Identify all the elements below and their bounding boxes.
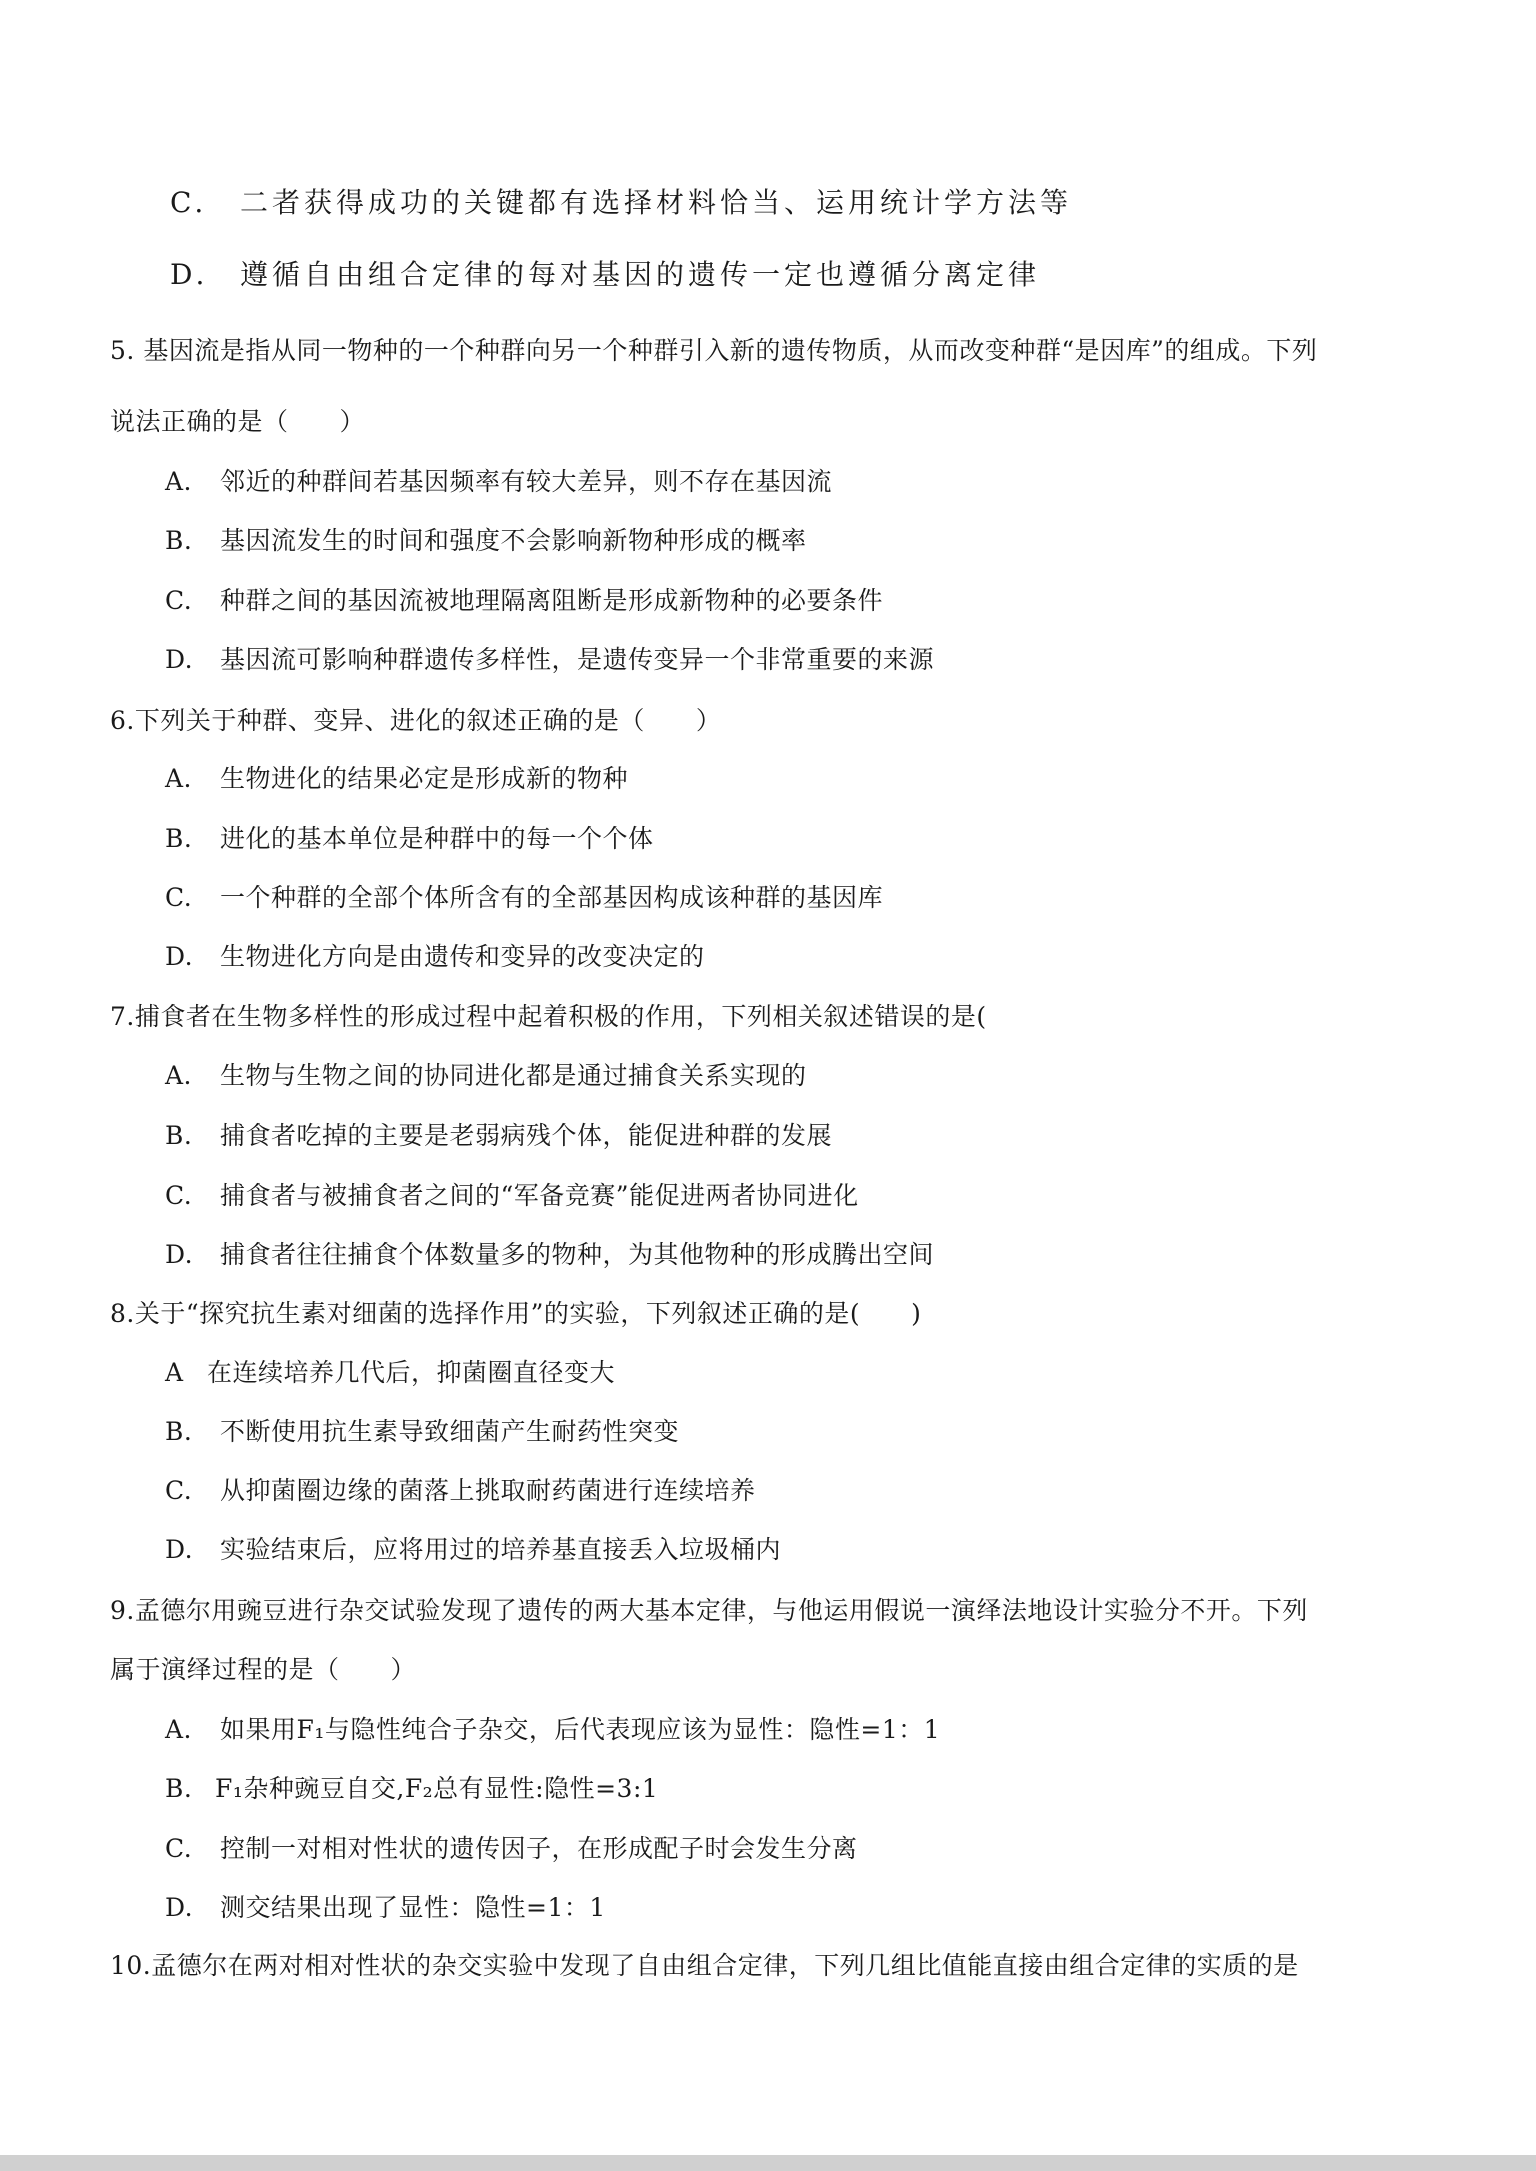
- option-text: 从抑菌圈边缘的菌落上挑取耐药菌进行连续培养: [220, 1476, 756, 1505]
- option-row: [165, 1832, 858, 1866]
- option-label: D.: [165, 1893, 194, 1922]
- question-stem: [110, 1000, 987, 1034]
- question-stem-text: 孟德尔用豌豆进行杂交试验发现了遗传的两大基本定律，与他运用假说一演绎法地设计实验分不开。下列: [134, 1596, 1308, 1625]
- question-stem: [110, 334, 1317, 368]
- question-stem-text: 说法正确的是（ ）: [110, 407, 366, 436]
- option-label: C.: [165, 1834, 193, 1863]
- option-text: 一个种群的全部个体所含有的全部基因构成该种群的基因库: [220, 883, 884, 912]
- question-number: 7.: [110, 1002, 135, 1031]
- option-text: 不断使用抗生素导致细菌产生耐药性突变: [220, 1417, 680, 1446]
- option-row: [165, 1356, 615, 1390]
- option-text: 如果用F₁与隐性纯合子杂交，后代表现应该为显性：隐性=1：1: [220, 1715, 941, 1744]
- option-row: [170, 186, 1072, 220]
- option-row: [165, 1713, 940, 1747]
- option-row: [165, 881, 883, 915]
- option-row: [165, 940, 705, 974]
- question-stem: [110, 1297, 921, 1331]
- option-row: [165, 643, 934, 677]
- option-row: [165, 524, 807, 558]
- option-text: 捕食者与被捕食者之间的“军备竞赛”能促进两者协同进化: [220, 1181, 859, 1210]
- option-text: F₁杂种豌豆自交,F₂总有显性:隐性=3:1: [215, 1774, 659, 1803]
- option-text: 捕食者往往捕食个体数量多的物种，为其他物种的形成腾出空间: [220, 1240, 935, 1269]
- option-row: [165, 1772, 658, 1806]
- option-label: D.: [165, 1535, 194, 1564]
- option-label: D.: [165, 645, 194, 674]
- question-number: 9.: [110, 1596, 135, 1625]
- question-stem-text: 孟德尔在两对相对性状的杂交实验中发现了自由组合定律，下列几组比值能直接由组合定律的实质的是: [151, 1951, 1299, 1980]
- option-label: A.: [165, 1715, 193, 1744]
- question-number: 10.: [110, 1951, 152, 1980]
- option-label: A.: [165, 467, 193, 496]
- option-label: B.: [165, 1774, 193, 1803]
- option-row: [165, 1415, 679, 1449]
- question-stem: [110, 704, 721, 738]
- option-label: C.: [165, 586, 193, 615]
- option-label: C.: [165, 883, 193, 912]
- option-row: [165, 1059, 807, 1093]
- option-row: [165, 822, 654, 856]
- option-label: D.: [165, 942, 194, 971]
- question-number: 8.: [110, 1299, 135, 1328]
- question-number: 6.: [110, 706, 135, 735]
- question-stem-text: 关于“探究抗生素对细菌的选择作用”的实验，下列叙述正确的是( ): [134, 1299, 922, 1328]
- option-row: [165, 762, 628, 796]
- question-stem-continued: [110, 1653, 416, 1687]
- question-stem-text: 属于演绎过程的是（ ）: [110, 1655, 417, 1684]
- question-stem-text: 下列关于种群、变异、进化的叙述正确的是（ ）: [134, 706, 722, 735]
- option-text: 生物与生物之间的协同进化都是通过捕食关系实现的: [220, 1061, 807, 1090]
- question-stem-text: 捕食者在生物多样性的形成过程中起着积极的作用，下列相关叙述错误的是(: [134, 1002, 987, 1031]
- option-text: 测交结果出现了显性：隐性=1：1: [220, 1893, 606, 1922]
- option-row: [165, 1891, 606, 1925]
- option-text: 遵循自由组合定律的每对基因的遗传一定也遵循分离定律: [240, 258, 1041, 291]
- question-stem: [110, 1949, 1299, 1983]
- option-text: 捕食者吃掉的主要是老弱病残个体，能促进种群的发展: [220, 1121, 833, 1150]
- option-text: 在连续培养几代后，抑菌圈直径变大: [207, 1358, 616, 1387]
- option-label: B.: [165, 1121, 193, 1150]
- option-row: [165, 1474, 756, 1508]
- option-row: [165, 1533, 781, 1567]
- option-label: A.: [165, 764, 193, 793]
- option-text: 生物进化方向是由遗传和变异的改变决定的: [220, 942, 705, 971]
- option-label: B.: [165, 1417, 193, 1446]
- option-row: [165, 584, 883, 618]
- question-stem-text: 基因流是指从同一物种的一个种群向另一个种群引入新的遗传物质，从而改变种群“是因库”的组成。下列: [143, 336, 1318, 365]
- option-text: 种群之间的基因流被地理隔离阻断是形成新物种的必要条件: [220, 586, 884, 615]
- page-bottom-edge: [0, 2155, 1536, 2171]
- option-label: C.: [165, 1476, 193, 1505]
- option-label: B.: [165, 526, 193, 555]
- option-row: [170, 258, 1040, 292]
- option-label: D.: [165, 1240, 194, 1269]
- option-label: B.: [165, 824, 193, 853]
- option-text: 基因流发生的时间和强度不会影响新物种形成的概率: [220, 526, 807, 555]
- option-text: 控制一对相对性状的遗传因子，在形成配子时会发生分离: [220, 1834, 858, 1863]
- option-row: [165, 465, 832, 499]
- question-number: 5.: [110, 336, 135, 365]
- option-label: A: [165, 1358, 184, 1387]
- question-stem-continued: [110, 405, 365, 439]
- option-text: 实验结束后，应将用过的培养基直接丢入垃圾桶内: [220, 1535, 782, 1564]
- option-row: [165, 1119, 832, 1153]
- option-row: [165, 1179, 859, 1213]
- option-text: 生物进化的结果必定是形成新的物种: [220, 764, 629, 793]
- option-label: A.: [165, 1061, 193, 1090]
- option-text: 二者获得成功的关键都有选择材料恰当、运用统计学方法等: [240, 186, 1073, 219]
- option-text: 基因流可影响种群遗传多样性，是遗传变异一个非常重要的来源: [220, 645, 935, 674]
- option-label: D.: [170, 258, 209, 291]
- option-label: C.: [165, 1181, 193, 1210]
- option-text: 进化的基本单位是种群中的每一个个体: [220, 824, 654, 853]
- question-stem: [110, 1594, 1308, 1628]
- option-row: [165, 1238, 934, 1272]
- option-label: C.: [170, 186, 208, 219]
- option-text: 邻近的种群间若基因频率有较大差异，则不存在基因流: [220, 467, 833, 496]
